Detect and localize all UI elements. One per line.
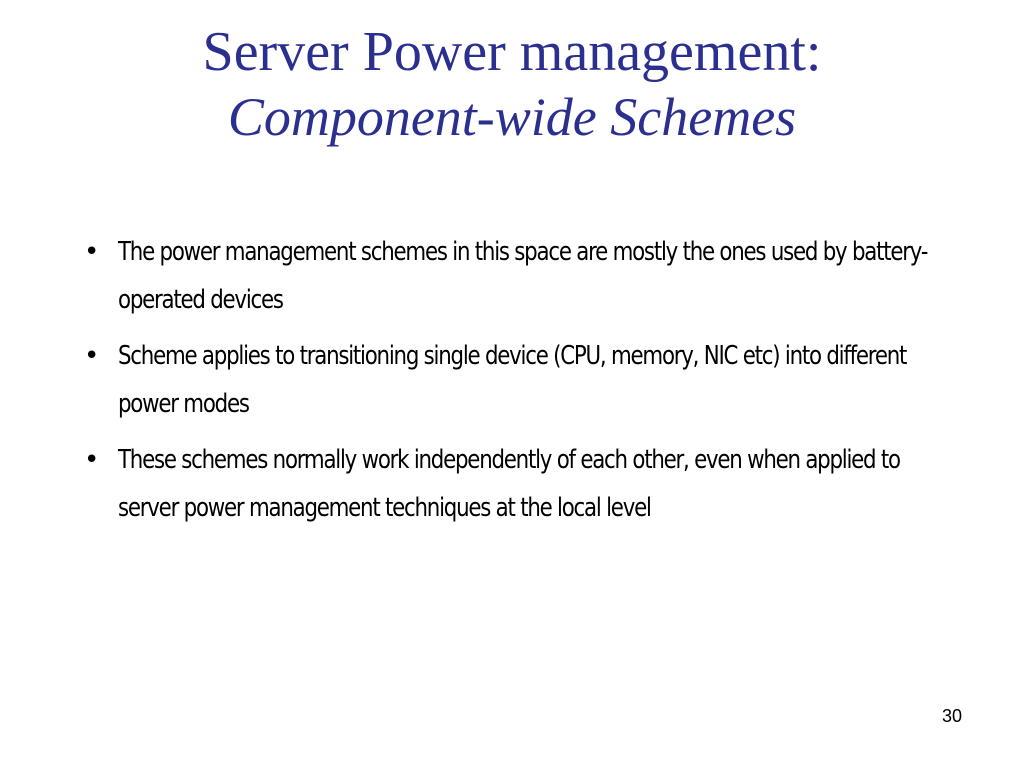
page-number: 30 <box>941 706 962 726</box>
title-main: Server Power management: <box>202 21 822 83</box>
bullet-icon: • <box>84 445 100 475</box>
bullet-text: Scheme applies to transitioning single device (CPU, memory, NIC etc) into different power modes <box>118 341 907 419</box>
bullet-list <box>80 228 960 540</box>
bullet-text: The power management schemes in this space are mostly the ones used by battery-operated devices <box>118 237 928 315</box>
bullet-item <box>80 228 960 324</box>
bullet-item <box>80 436 960 532</box>
slide-title <box>0 22 1024 147</box>
bullet-icon: • <box>84 237 100 267</box>
title-subtitle: Component-wide Schemes <box>227 86 797 147</box>
bullet-icon: • <box>84 341 100 371</box>
bullet-item <box>80 332 960 428</box>
bullet-text: These schemes normally work independently of each other, even when applied to server power management techniques at the local level <box>118 445 900 523</box>
